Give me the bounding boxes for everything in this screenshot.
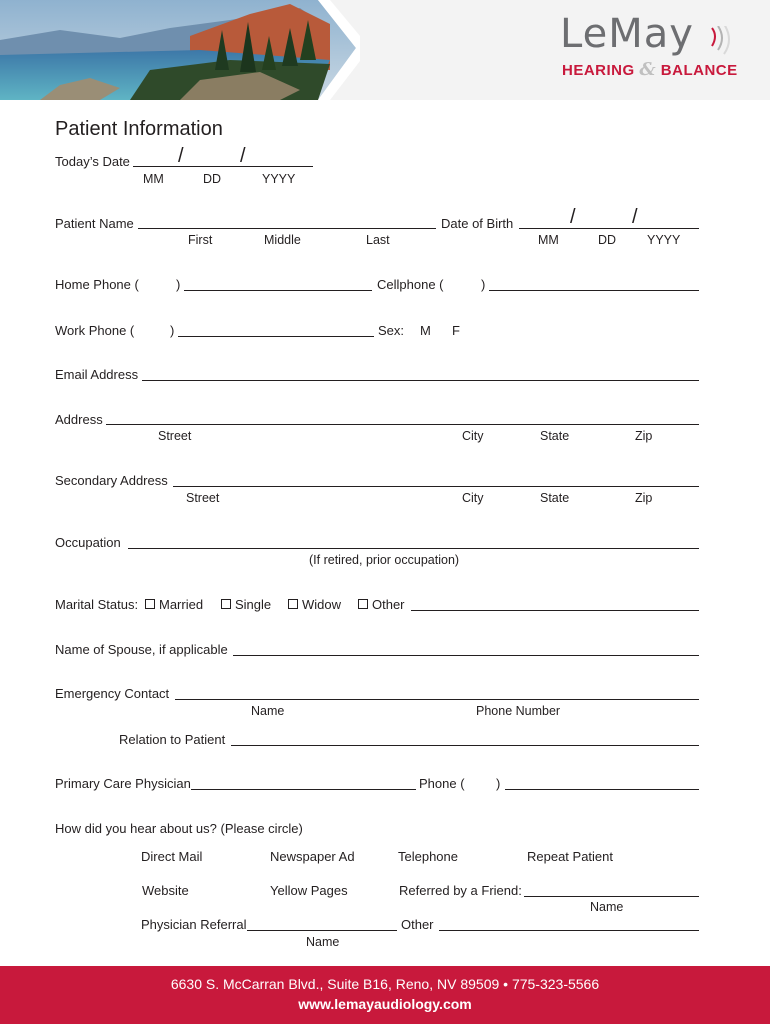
marital-option-label: Single [235, 597, 272, 612]
physician-name-field[interactable] [247, 930, 397, 931]
dob-field[interactable] [519, 228, 699, 229]
tagline-ampersand: & [639, 59, 657, 80]
date-separator: / [632, 206, 638, 228]
referral-newspaper-ad[interactable]: Newspaper Ad [270, 849, 355, 864]
referral-friend[interactable]: Referred by a Friend: [399, 883, 522, 898]
secondary-address-state: State [540, 491, 570, 505]
footer-address: 6630 S. McCarran Blvd., Suite B16, Reno, NV 89509 • 775-323-5566 [170, 976, 600, 992]
email-label: Email Address [55, 367, 139, 382]
checkbox-icon [358, 599, 368, 609]
sex-label: Sex: [378, 323, 405, 338]
patient-name-field[interactable] [138, 228, 436, 229]
referral-repeat-patient[interactable]: Repeat Patient [527, 849, 614, 864]
work-phone-label: Work Phone ( [55, 323, 135, 338]
relation-label: Relation to Patient [119, 732, 226, 747]
form-title: Patient Information [55, 118, 223, 140]
patient-name-last: Last [366, 233, 390, 247]
marital-other-field[interactable] [411, 610, 699, 611]
occupation-hint: (If retired, prior occupation) [309, 553, 460, 567]
emergency-contact-name: Name [251, 704, 285, 718]
lake-landscape-image [0, 0, 360, 100]
home-phone-paren: ) [176, 277, 181, 292]
pcp-phone-label: Phone ( [419, 776, 465, 791]
marital-option-label: Other [372, 597, 405, 612]
referral-other[interactable]: Other [401, 917, 434, 932]
todays-date-field[interactable] [133, 166, 313, 167]
referral-direct-mail[interactable]: Direct Mail [141, 849, 203, 864]
pcp-label: Primary Care Physician [55, 776, 191, 791]
marital-status-label: Marital Status: [55, 597, 139, 612]
header-banner [0, 0, 770, 100]
patient-name-first: First [188, 233, 213, 247]
address-city: City [462, 429, 484, 443]
sound-wave-icon [708, 26, 738, 56]
marital-other-checkbox[interactable] [358, 597, 405, 612]
occupation-field[interactable] [128, 548, 699, 549]
cellphone-label: Cellphone ( [377, 277, 444, 292]
todays-date-label: Today’s Date [55, 154, 130, 169]
dob-mm: MM [538, 233, 559, 247]
address-zip: Zip [635, 429, 653, 443]
friend-name-field[interactable] [524, 896, 699, 897]
sex-option-m[interactable]: M [420, 323, 431, 338]
logo-tagline [562, 59, 738, 80]
address-street: Street [158, 429, 192, 443]
referral-website[interactable]: Website [142, 883, 189, 898]
dob-yyyy: YYYY [647, 233, 681, 247]
checkbox-icon [221, 599, 231, 609]
marital-single-checkbox[interactable] [221, 597, 271, 612]
patient-name-label: Patient Name [55, 216, 134, 231]
todays-date-yyyy: YYYY [262, 172, 296, 186]
marital-option-label: Married [159, 597, 204, 612]
marital-option-label: Widow [302, 597, 342, 612]
footer-bar [0, 966, 770, 1024]
checkbox-icon [145, 599, 155, 609]
cellphone-paren: ) [481, 277, 486, 292]
referral-yellow-pages[interactable]: Yellow Pages [270, 883, 348, 898]
secondary-address-street: Street [186, 491, 220, 505]
friend-name-caption: Name [590, 900, 624, 914]
home-phone-label: Home Phone ( [55, 277, 139, 292]
relation-field[interactable] [231, 745, 699, 746]
checkbox-icon [288, 599, 298, 609]
referral-other-field[interactable] [439, 930, 699, 931]
spouse-label: Name of Spouse, if applicable [55, 642, 228, 657]
lemay-logo [560, 12, 750, 82]
work-phone-field[interactable] [178, 336, 374, 337]
date-separator: / [240, 145, 246, 167]
work-phone-paren: ) [170, 323, 175, 338]
footer-website[interactable]: www.lemayaudiology.com [298, 996, 472, 1012]
address-label: Address [55, 412, 103, 427]
secondary-address-city: City [462, 491, 484, 505]
pcp-field[interactable] [191, 789, 416, 790]
tagline-hearing: HEARING [562, 62, 635, 79]
emergency-contact-label: Emergency Contact [55, 686, 170, 701]
email-field[interactable] [142, 380, 699, 381]
tagline-balance: BALANCE [660, 62, 738, 79]
todays-date-mm: MM [143, 172, 164, 186]
referral-question: How did you hear about us? (Please circle) [55, 821, 303, 836]
marital-married-checkbox[interactable] [145, 597, 203, 612]
address-field[interactable] [106, 424, 699, 425]
referral-physician[interactable]: Physician Referral [141, 917, 247, 932]
marital-widow-checkbox[interactable] [288, 597, 341, 612]
emergency-contact-field[interactable] [175, 699, 699, 700]
spouse-field[interactable] [233, 655, 699, 656]
emergency-contact-phone: Phone Number [476, 704, 561, 718]
referral-telephone[interactable]: Telephone [398, 849, 458, 864]
occupation-label: Occupation [55, 535, 121, 550]
dob-dd: DD [598, 233, 617, 247]
sex-option-f[interactable]: F [452, 323, 460, 338]
home-phone-field[interactable] [184, 290, 372, 291]
cellphone-field[interactable] [489, 290, 699, 291]
address-state: State [540, 429, 570, 443]
date-separator: / [178, 145, 184, 167]
secondary-address-label: Secondary Address [55, 473, 168, 488]
logo-wordmark: LeMay [560, 11, 694, 57]
pcp-phone-field[interactable] [505, 789, 699, 790]
todays-date-dd: DD [203, 172, 222, 186]
patient-name-middle: Middle [264, 233, 301, 247]
pcp-phone-paren: ) [496, 776, 501, 791]
secondary-address-zip: Zip [635, 491, 653, 505]
date-separator: / [570, 206, 576, 228]
secondary-address-field[interactable] [173, 486, 699, 487]
physician-name-caption: Name [306, 935, 340, 949]
dob-label: Date of Birth [441, 216, 514, 231]
